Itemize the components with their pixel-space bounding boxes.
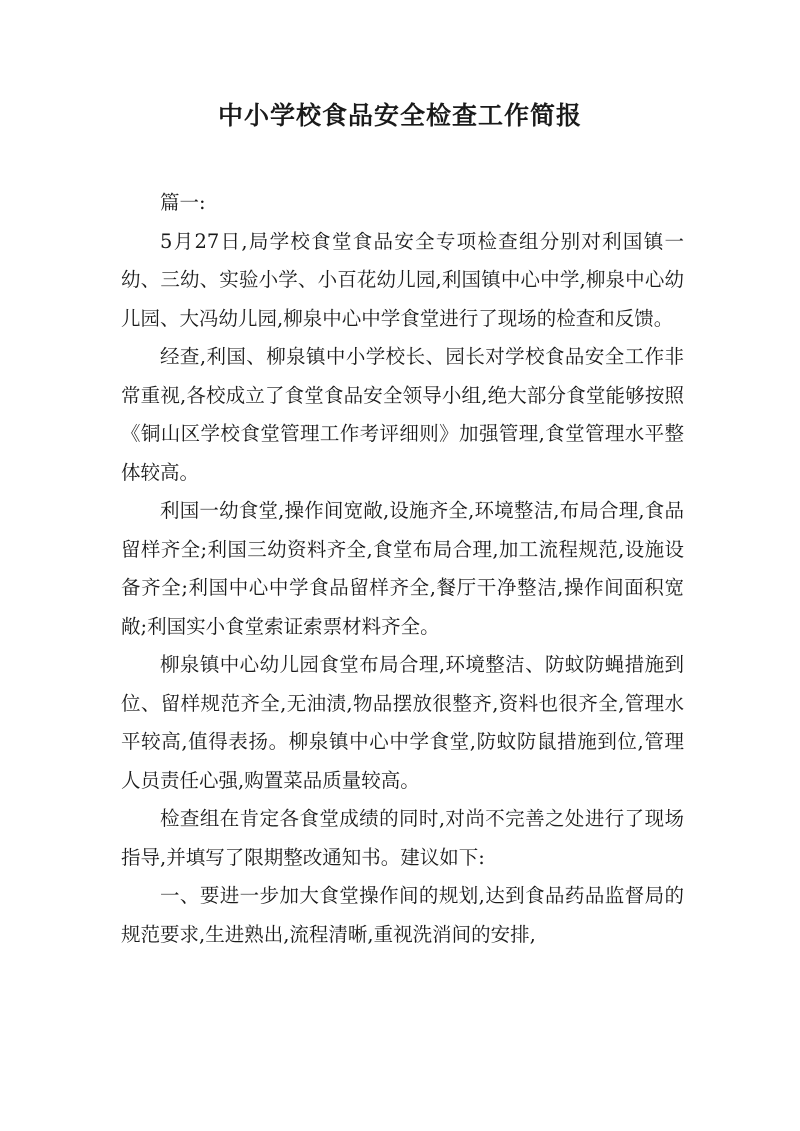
document-title: 中小学校食品安全检查工作简报	[217, 101, 582, 130]
paragraph-inspection-overview: 5月27日,局学校食堂食品安全专项检查组分别对利国镇一幼、三幼、实验小学、小百花幼儿园,利国镇中心中学,柳泉中心幼儿园、大冯幼儿园,柳泉中心中学食堂进行了现场的检查和反馈。	[121, 229, 684, 330]
paragraph-liuquan-canteens: 柳泉镇中心幼儿园食堂布局合理,环境整洁、防蚊防蝇措施到位、留样规范齐全,无油渍,物品摆放很整齐,资料也很齐全,管理水平较高,值得表扬。柳泉镇中心中学食堂,防蚊防鼠措施到位,管理人员责任心强,购置菜品质量较高。	[121, 653, 684, 792]
paragraph-liguo-canteens: 利国一幼食堂,操作间宽敞,设施齐全,环境整洁,布局合理,食品留样齐全;利国三幼资料齐全,食堂布局合理,加工流程规范,设施设备齐全;利国中心中学食品留样齐全,餐厅干净整洁,操作间面积宽敞;利国实小食堂索证索票材料齐全。	[121, 499, 684, 638]
paragraph-findings: 经查,利国、柳泉镇中小学校长、园长对学校食品安全工作非常重视,各校成立了食堂食品安全领导小组,绝大部分食堂能够按照《铜山区学校食堂管理工作考评细则》加强管理,食堂管理水平整体较高。	[121, 345, 684, 484]
paragraph-guidance: 检查组在肯定各食堂成绩的同时,对尚不完善之处进行了现场指导,并填写了限期整改通知书。建议如下:	[121, 807, 684, 869]
paragraph-section-label: 篇一:	[160, 191, 206, 214]
document-body	[121, 184, 684, 954]
paragraph-suggestion-one: 一、要进一步加大食堂操作间的规划,达到食品药品监督局的规范要求,生进熟出,流程清晰,重视洗消间的安排,	[121, 884, 684, 946]
